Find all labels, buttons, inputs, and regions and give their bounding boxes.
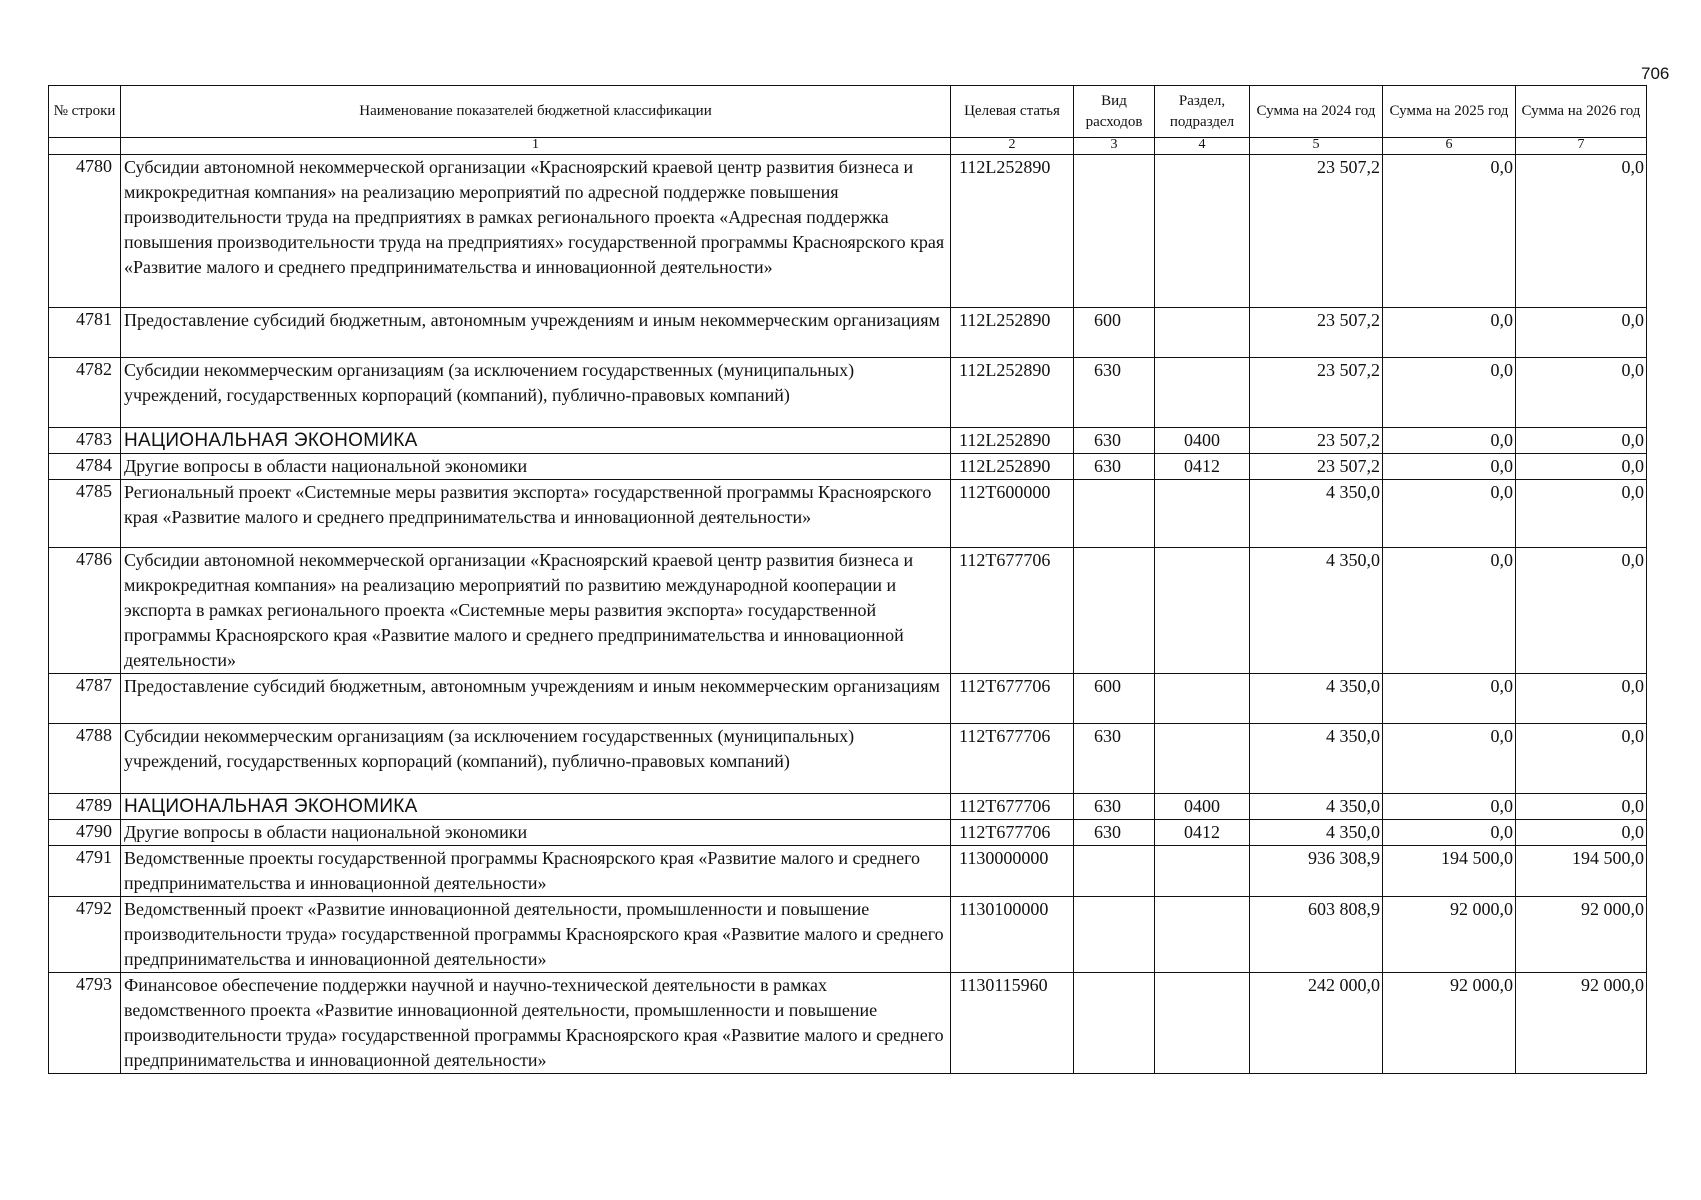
sum-2026: 0,0 <box>1516 155 1647 308</box>
row-number: 4785 <box>49 480 121 548</box>
table-row <box>49 454 1647 480</box>
sum-2024: 4 350,0 <box>1250 548 1383 674</box>
sum-2025: 0,0 <box>1383 358 1516 428</box>
sum-2026: 0,0 <box>1516 794 1647 820</box>
column-number: 2 <box>951 138 1074 155</box>
row-name: Другие вопросы в области национальной экономики <box>121 820 951 846</box>
page-number: 706 <box>1641 64 1670 83</box>
row-number: 4788 <box>49 724 121 794</box>
row-name: Субсидии некоммерческим организациям (за исключением государственных (муниципальных) учреждений, государственных корпораций (компаний), публично-правовых компаний) <box>121 724 951 794</box>
column-number: 1 <box>121 138 951 155</box>
section-code <box>1155 155 1250 308</box>
section-code <box>1155 973 1250 1074</box>
expense-type: 600 <box>1074 308 1155 358</box>
sum-2025: 0,0 <box>1383 155 1516 308</box>
expense-type: 600 <box>1074 674 1155 724</box>
row-name: Ведомственный проект «Развитие инновационной деятельности, промышленности и повышение производительности труда» государственной программы Красноярского края «Развитие малого и среднего предпринимательства и инновационной деятельности» <box>121 897 951 973</box>
sum-2026: 0,0 <box>1516 548 1647 674</box>
sum-2024: 4 350,0 <box>1250 674 1383 724</box>
target-article: 112T677706 <box>951 548 1074 674</box>
row-number: 4786 <box>49 548 121 674</box>
table-row <box>49 724 1647 794</box>
table-row <box>49 820 1647 846</box>
expense-type <box>1074 973 1155 1074</box>
sum-2025: 0,0 <box>1383 454 1516 480</box>
section-code <box>1155 548 1250 674</box>
sum-2025: 0,0 <box>1383 428 1516 454</box>
sum-2025: 0,0 <box>1383 480 1516 548</box>
table-row <box>49 846 1647 897</box>
header-row-number: № строки <box>49 86 121 138</box>
header-name: Наименование показателей бюджетной классификации <box>121 86 951 138</box>
section-code <box>1155 674 1250 724</box>
target-article: 112L252890 <box>951 428 1074 454</box>
table-row <box>49 897 1647 973</box>
row-number: 4782 <box>49 358 121 428</box>
section-code: 0400 <box>1155 428 1250 454</box>
expense-type: 630 <box>1074 794 1155 820</box>
row-number: 4784 <box>49 454 121 480</box>
row-name: Ведомственные проекты государственной программы Красноярского края «Развитие малого и среднего предпринимательства и инновационной деятельности» <box>121 846 951 897</box>
row-name: Предоставление субсидий бюджетным, автономным учреждениям и иным некоммерческим организациям <box>121 674 951 724</box>
sum-2024: 936 308,9 <box>1250 846 1383 897</box>
expense-type: 630 <box>1074 820 1155 846</box>
sum-2025: 0,0 <box>1383 548 1516 674</box>
row-number: 4787 <box>49 674 121 724</box>
target-article: 112T677706 <box>951 724 1074 794</box>
row-name: НАЦИОНАЛЬНАЯ ЭКОНОМИКА <box>121 428 951 454</box>
row-name: Субсидии автономной некоммерческой организации «Красноярский краевой центр развития бизнеса и микрокредитная компания» на реализацию мероприятий по адресной поддержке повышения производительности труда на предприятиях в рамках регионального проекта «Адресная поддержка повышения производительности труда на предприятиях» государственной программы Красноярского края «Развитие малого и среднего предпринимательства и инновационной деятельности» <box>121 155 951 308</box>
column-number <box>49 138 121 155</box>
section-code <box>1155 846 1250 897</box>
expense-type <box>1074 155 1155 308</box>
section-code: 0412 <box>1155 454 1250 480</box>
sum-2026: 194 500,0 <box>1516 846 1647 897</box>
target-article: 112T677706 <box>951 674 1074 724</box>
target-article: 112L252890 <box>951 155 1074 308</box>
sum-2026: 0,0 <box>1516 358 1647 428</box>
sum-2025: 0,0 <box>1383 308 1516 358</box>
section-code <box>1155 308 1250 358</box>
target-article: 112L252890 <box>951 308 1074 358</box>
expense-type <box>1074 846 1155 897</box>
target-article: 112L252890 <box>951 454 1074 480</box>
column-number: 7 <box>1516 138 1647 155</box>
target-article: 112T677706 <box>951 820 1074 846</box>
row-number: 4783 <box>49 428 121 454</box>
row-number: 4780 <box>49 155 121 308</box>
header-target-article: Целевая статья <box>951 86 1074 138</box>
sum-2025: 0,0 <box>1383 794 1516 820</box>
sum-2026: 92 000,0 <box>1516 973 1647 1074</box>
header-section: Раздел, подраздел <box>1155 86 1250 138</box>
row-number: 4793 <box>49 973 121 1074</box>
table-row <box>49 548 1647 674</box>
row-name: Региональный проект «Системные меры развития экспорта» государственной программы Красноярского края «Развитие малого и среднего предпринимательства и инновационной деятельности» <box>121 480 951 548</box>
row-number: 4781 <box>49 308 121 358</box>
sum-2024: 23 507,2 <box>1250 428 1383 454</box>
target-article: 1130115960 <box>951 973 1074 1074</box>
sum-2024: 4 350,0 <box>1250 820 1383 846</box>
table-row <box>49 308 1647 358</box>
sum-2025: 0,0 <box>1383 724 1516 794</box>
sum-2024: 23 507,2 <box>1250 358 1383 428</box>
column-number: 3 <box>1074 138 1155 155</box>
sum-2026: 0,0 <box>1516 724 1647 794</box>
sum-2024: 242 000,0 <box>1250 973 1383 1074</box>
table-row <box>49 155 1647 308</box>
sum-2026: 0,0 <box>1516 820 1647 846</box>
expense-type: 630 <box>1074 724 1155 794</box>
sum-2026: 0,0 <box>1516 480 1647 548</box>
section-code: 0412 <box>1155 820 1250 846</box>
header-expense-type: Вид расходов <box>1074 86 1155 138</box>
expense-type: 630 <box>1074 454 1155 480</box>
sum-2024: 4 350,0 <box>1250 480 1383 548</box>
sum-2026: 0,0 <box>1516 308 1647 358</box>
budget-table <box>48 85 1647 1074</box>
sum-2024: 4 350,0 <box>1250 724 1383 794</box>
row-name: Финансовое обеспечение поддержки научной и научно-технической деятельности в рамках ведомственного проекта «Развитие инновационной деятельности, промышленности и повышение производительности труда» государственной программы Красноярского края «Развитие малого и среднего предпринимательства и инновационной деятельности» <box>121 973 951 1074</box>
table-row <box>49 674 1647 724</box>
expense-type: 630 <box>1074 428 1155 454</box>
section-code: 0400 <box>1155 794 1250 820</box>
sum-2025: 92 000,0 <box>1383 973 1516 1074</box>
sum-2024: 603 808,9 <box>1250 897 1383 973</box>
row-name: Субсидии автономной некоммерческой организации «Красноярский краевой центр развития бизнеса и микрокредитная компания» на реализацию мероприятий по развитию международной кооперации и экспорта в рамках регионального проекта «Системные меры развития экспорта» государственной программы Красноярского края «Развитие малого и среднего предпринимательства и инновационной деятельности» <box>121 548 951 674</box>
row-name: Предоставление субсидий бюджетным, автономным учреждениям и иным некоммерческим организациям <box>121 308 951 358</box>
column-number: 6 <box>1383 138 1516 155</box>
sum-2025: 0,0 <box>1383 674 1516 724</box>
target-article: 112T677706 <box>951 794 1074 820</box>
sum-2024: 4 350,0 <box>1250 794 1383 820</box>
target-article: 112T600000 <box>951 480 1074 548</box>
row-number: 4792 <box>49 897 121 973</box>
sum-2024: 23 507,2 <box>1250 454 1383 480</box>
target-article: 1130000000 <box>951 846 1074 897</box>
row-name: Другие вопросы в области национальной экономики <box>121 454 951 480</box>
sum-2026: 0,0 <box>1516 428 1647 454</box>
table-row <box>49 480 1647 548</box>
row-number: 4791 <box>49 846 121 897</box>
sum-2026: 0,0 <box>1516 454 1647 480</box>
row-name: НАЦИОНАЛЬНАЯ ЭКОНОМИКА <box>121 794 951 820</box>
sum-2025: 0,0 <box>1383 820 1516 846</box>
expense-type <box>1074 897 1155 973</box>
header-sum-2024: Сумма на 2024 год <box>1250 86 1383 138</box>
section-code <box>1155 897 1250 973</box>
header-sum-2025: Сумма на 2025 год <box>1383 86 1516 138</box>
table-row <box>49 358 1647 428</box>
table-row <box>49 973 1647 1074</box>
sum-2025: 194 500,0 <box>1383 846 1516 897</box>
column-number: 5 <box>1250 138 1383 155</box>
sum-2026: 0,0 <box>1516 674 1647 724</box>
sum-2024: 23 507,2 <box>1250 155 1383 308</box>
section-code <box>1155 480 1250 548</box>
expense-type: 630 <box>1074 358 1155 428</box>
header-sum-2026: Сумма на 2026 год <box>1516 86 1647 138</box>
expense-type <box>1074 548 1155 674</box>
row-number: 4790 <box>49 820 121 846</box>
table-row <box>49 428 1647 454</box>
target-article: 1130100000 <box>951 897 1074 973</box>
row-number: 4789 <box>49 794 121 820</box>
table-row <box>49 794 1647 820</box>
column-number: 4 <box>1155 138 1250 155</box>
expense-type <box>1074 480 1155 548</box>
sum-2024: 23 507,2 <box>1250 308 1383 358</box>
section-code <box>1155 724 1250 794</box>
target-article: 112L252890 <box>951 358 1074 428</box>
sum-2026: 92 000,0 <box>1516 897 1647 973</box>
section-code <box>1155 358 1250 428</box>
row-name: Субсидии некоммерческим организациям (за исключением государственных (муниципальных) учреждений, государственных корпораций (компаний), публично-правовых компаний) <box>121 358 951 428</box>
sum-2025: 92 000,0 <box>1383 897 1516 973</box>
